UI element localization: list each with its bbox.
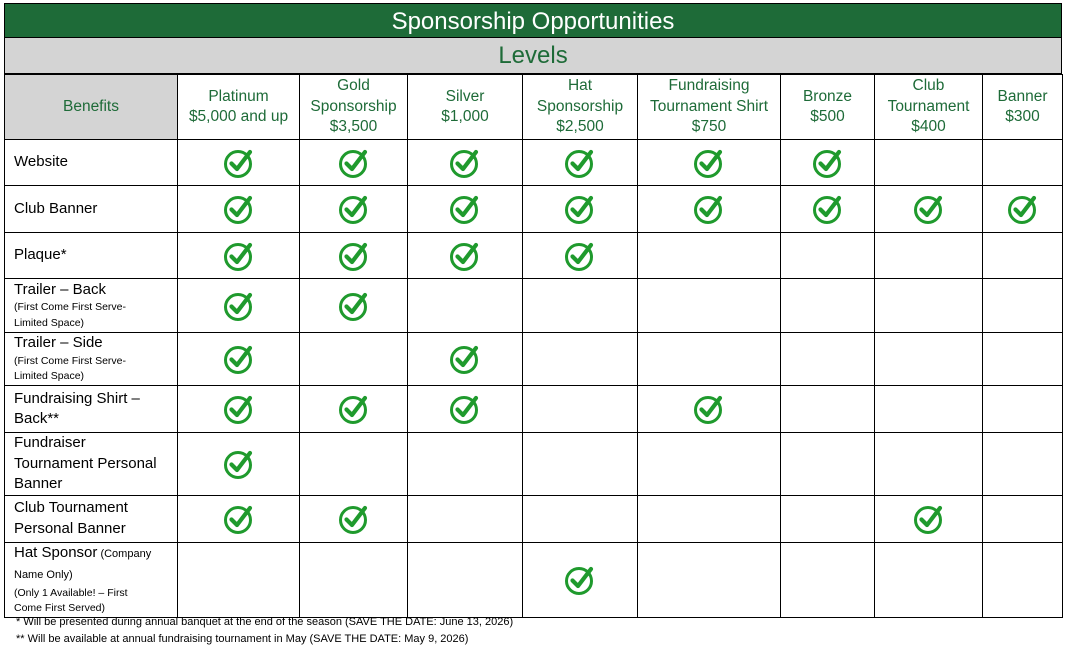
level-header [638, 75, 781, 140]
benefit-name: Club Tournament Personal Banner [14, 499, 128, 537]
benefit-cell [983, 495, 1063, 542]
level-name: Platinum [208, 87, 269, 105]
level-header [300, 75, 408, 140]
benefit-cell [178, 433, 300, 496]
benefit-cell [178, 233, 300, 279]
benefit-label [5, 233, 178, 279]
benefit-cell [523, 233, 638, 279]
benefit-cell [408, 233, 523, 279]
benefit-note: (First Come First Serve- Limited Space) [14, 354, 127, 383]
benefit-name: Plaque* [14, 246, 67, 264]
benefit-cell [875, 433, 983, 496]
benefit-cell [178, 140, 300, 186]
benefit-cell [875, 333, 983, 386]
level-header [178, 75, 300, 140]
check-icon [693, 393, 725, 425]
check-icon [913, 503, 945, 535]
benefit-rows [5, 140, 1063, 618]
benefit-cell [178, 542, 300, 617]
benefit-label [5, 495, 178, 542]
benefit-cell [781, 433, 875, 496]
level-price: $750 [691, 118, 727, 136]
benefit-cell [781, 279, 875, 333]
benefit-cell [638, 542, 781, 617]
level-header [408, 75, 523, 140]
benefit-note: (First Come First Serve- Limited Space) [14, 301, 127, 329]
benefit-cell [300, 495, 408, 542]
page-title: Sponsorship Opportunities [4, 3, 1062, 38]
sponsorship-table [4, 74, 1063, 618]
check-icon [223, 448, 255, 480]
benefit-name: Trailer – Side [14, 334, 103, 352]
level-name: Silver [445, 87, 485, 105]
benefit-cell [300, 333, 408, 386]
benefit-cell [300, 279, 408, 333]
benefit-cell [523, 386, 638, 433]
benefit-cell [408, 186, 523, 233]
benefit-cell [875, 279, 983, 333]
level-header [875, 75, 983, 140]
check-icon [338, 147, 370, 179]
benefit-label [5, 542, 178, 617]
benefit-cell [983, 542, 1063, 617]
check-icon [338, 193, 370, 225]
benefit-cell [875, 233, 983, 279]
level-price: $2,500 [556, 118, 604, 136]
check-icon [223, 193, 255, 225]
header-row [5, 75, 1063, 140]
level-name: Fundraising Tournament Shirt [649, 77, 769, 115]
benefit-label [5, 279, 178, 333]
benefit-row [5, 386, 1063, 433]
level-price: $5,000 and up [188, 108, 289, 125]
check-icon [693, 147, 725, 179]
benefit-cell [300, 433, 408, 496]
benefit-cell [523, 140, 638, 186]
level-name: Bronze [802, 87, 853, 105]
benefit-cell [638, 433, 781, 496]
benefit-label-suffix: (Company Name Only) [14, 547, 152, 581]
benefit-cell [523, 279, 638, 333]
benefit-cell [781, 542, 875, 617]
check-icon [449, 343, 481, 375]
benefit-cell [408, 542, 523, 617]
benefit-row [5, 279, 1063, 333]
benefit-cell [408, 279, 523, 333]
benefit-cell [983, 233, 1063, 279]
benefit-cell [178, 333, 300, 386]
check-icon [564, 564, 596, 596]
benefit-cell [875, 495, 983, 542]
benefit-cell [523, 495, 638, 542]
benefit-row [5, 186, 1063, 233]
benefit-cell [638, 233, 781, 279]
benefit-cell [638, 495, 781, 542]
level-name: Hat Sponsorship [536, 77, 624, 115]
benefit-cell [638, 279, 781, 333]
benefit-cell [300, 140, 408, 186]
benefit-cell [983, 433, 1063, 496]
benefit-cell [781, 186, 875, 233]
check-icon [338, 240, 370, 272]
benefit-cell [638, 386, 781, 433]
check-icon [449, 147, 481, 179]
benefit-name: Trailer – Back [14, 280, 106, 298]
benefit-cell [178, 279, 300, 333]
footnote-banquet: * Will be presented during annual banquet at the end of the season (SAVE THE DATE: June 13, 2026) [16, 616, 514, 628]
level-price: $300 [1005, 108, 1040, 125]
benefit-name: Website [14, 153, 68, 171]
check-icon [223, 240, 255, 272]
level-name: Banner [997, 87, 1048, 105]
benefit-label [5, 433, 178, 496]
benefit-cell [178, 495, 300, 542]
benefit-cell [523, 433, 638, 496]
benefit-cell [875, 386, 983, 433]
level-header [523, 75, 638, 140]
footnotes [16, 614, 513, 647]
benefit-row [5, 495, 1063, 542]
level-header [983, 75, 1063, 140]
benefit-cell [781, 233, 875, 279]
check-icon [338, 503, 370, 535]
benefit-cell [408, 495, 523, 542]
benefit-cell [983, 140, 1063, 186]
check-icon [449, 193, 481, 225]
benefit-cell [300, 233, 408, 279]
benefit-label [5, 386, 178, 433]
benefit-row [5, 433, 1063, 496]
benefit-cell [408, 433, 523, 496]
level-price: $1,000 [441, 108, 489, 125]
benefit-row [5, 542, 1063, 617]
benefit-label [5, 186, 178, 233]
check-icon [812, 193, 844, 225]
benefit-cell [178, 386, 300, 433]
level-price: $3,500 [329, 118, 378, 136]
level-price: $500 [810, 108, 845, 125]
check-icon [223, 393, 255, 425]
benefit-cell [408, 333, 523, 386]
check-icon [812, 147, 844, 179]
check-icon [223, 147, 255, 179]
check-icon [693, 193, 725, 225]
benefit-row [5, 333, 1063, 386]
check-icon [338, 290, 370, 322]
levels-heading: Levels [4, 38, 1062, 74]
benefits-header: Benefits [5, 75, 178, 140]
sponsorship-sheet [4, 3, 1062, 618]
benefit-cell [638, 333, 781, 386]
check-icon [223, 503, 255, 535]
benefit-cell [983, 333, 1063, 386]
benefit-cell [983, 386, 1063, 433]
benefit-cell [781, 140, 875, 186]
benefit-label [5, 140, 178, 186]
check-icon [1007, 193, 1039, 225]
benefit-note: (Only 1 Available! – First Come First Served) [14, 586, 128, 614]
benefit-cell [781, 495, 875, 542]
benefit-cell [300, 186, 408, 233]
benefit-cell [875, 542, 983, 617]
benefit-cell [875, 140, 983, 186]
benefit-name: Hat Sponsor [14, 543, 98, 561]
benefit-cell [300, 542, 408, 617]
check-icon [223, 343, 255, 375]
check-icon [449, 393, 481, 425]
benefit-name: Club Banner [14, 199, 98, 217]
benefit-row [5, 233, 1063, 279]
benefit-cell [638, 186, 781, 233]
benefit-cell [523, 186, 638, 233]
benefit-cell [408, 140, 523, 186]
check-icon [564, 240, 596, 272]
benefit-cell [523, 333, 638, 386]
level-price: $400 [911, 118, 946, 136]
benefit-row [5, 140, 1063, 186]
level-name: Club Tournament [887, 77, 970, 115]
benefit-name: Fundraiser Tournament Personal Banner [14, 434, 157, 492]
check-icon [913, 193, 945, 225]
check-icon [338, 393, 370, 425]
benefit-cell [178, 186, 300, 233]
check-icon [564, 147, 596, 179]
level-name: Gold Sponsorship [310, 77, 397, 115]
benefit-cell [523, 542, 638, 617]
benefit-cell [638, 140, 781, 186]
benefit-cell [983, 186, 1063, 233]
footnote-tournament: ** Will be available at annual fundraising tournament in May (SAVE THE DATE: May 9, 2026) [16, 632, 469, 645]
benefit-name: Fundraising Shirt – Back** [14, 389, 140, 427]
benefit-cell [781, 386, 875, 433]
check-icon [564, 193, 596, 225]
benefit-cell [983, 279, 1063, 333]
benefit-cell [300, 386, 408, 433]
level-header [781, 75, 875, 140]
benefit-label [5, 333, 178, 386]
benefit-cell [408, 386, 523, 433]
check-icon [449, 240, 481, 272]
check-icon [223, 290, 255, 322]
benefit-cell [875, 186, 983, 233]
benefit-cell [781, 333, 875, 386]
